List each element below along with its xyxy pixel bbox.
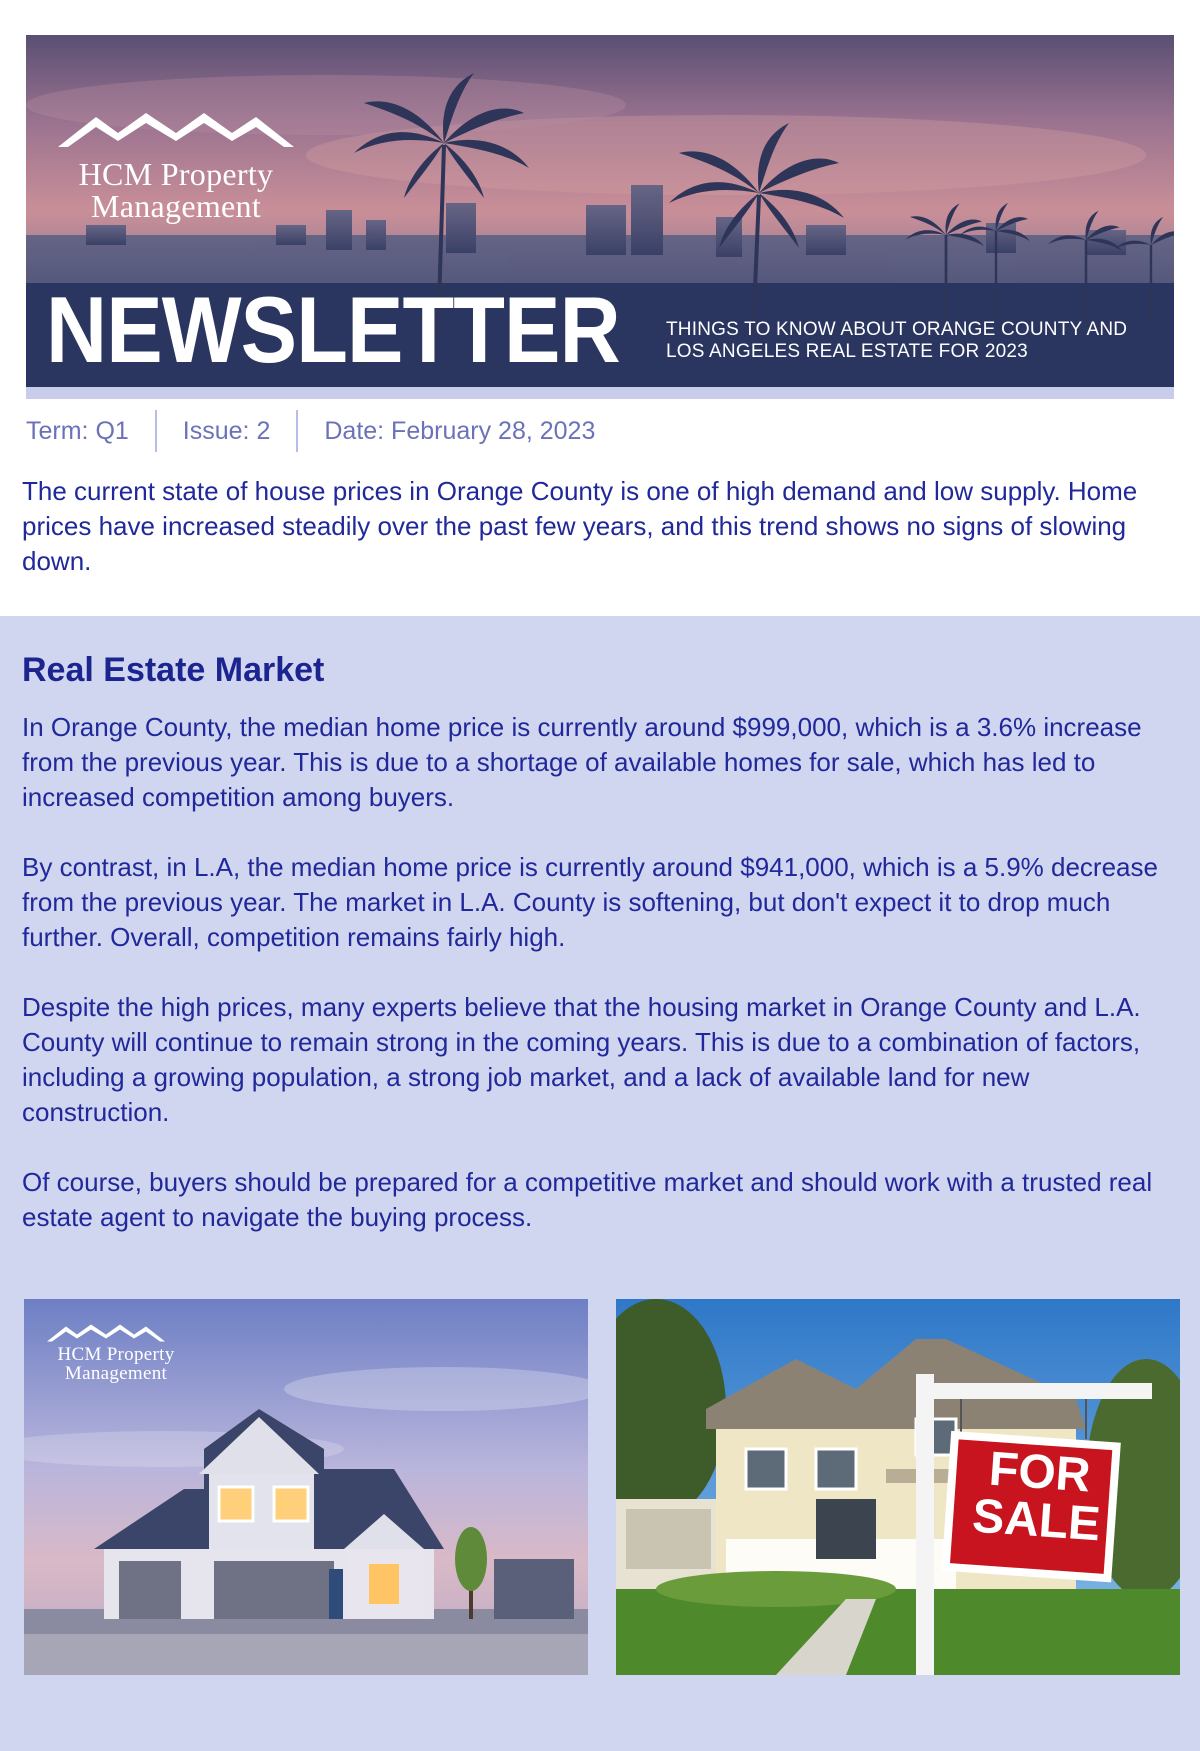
date-label: Date: February 28, 2023: [324, 416, 596, 445]
issue-meta-row: [26, 409, 595, 453]
newsletter-banner: [26, 35, 1174, 399]
meta-divider: [296, 410, 298, 452]
body-paragraph: In Orange County, the median home price is currently around $999,000, which is a 3.6% increase from the previous year. This is due to a shortage of available homes for sale, which has led to increased competition among buyers.: [22, 712, 1142, 812]
body-paragraph: Of course, buyers should be prepared for a competitive market and should work with a trusted real estate agent to navigate the buying process.: [22, 1167, 1153, 1232]
body-paragraph: Despite the high prices, many experts believe that the housing market in Orange County and L.A. County will continue to remain strong in the coming years. This is due to a combination of factors, including a growing population, a strong job market, and a lack of available land for new construction.: [22, 992, 1141, 1127]
sign-line2: SALE: [970, 1489, 1103, 1552]
section-title: Real Estate Market: [22, 651, 325, 689]
photo-brand-logo: [46, 1321, 186, 1383]
intro-paragraph: The current state of house prices in Orange County is one of high demand and low supply. Home prices have increased steadily over the past few years, and this trend shows no signs of slowing down.: [22, 476, 1138, 576]
brand-name-line2: Management: [90, 188, 262, 224]
for-sale-sign: [965, 1444, 1111, 1550]
brand-name-line2: Management: [64, 1363, 168, 1384]
brand-name-line1: HCM Property: [57, 1344, 175, 1365]
subtitle-line1: THINGS TO KNOW ABOUT ORANGE COUNTY AND: [666, 319, 1128, 340]
term-label: Term: Q1: [26, 416, 129, 445]
body-paragraph: By contrast, in L.A, the median home price is currently around $941,000, which is a 5.9% decrease from the previous year. The market in L.A. County is softening, but don't expect it to drop much further. Overall, competition remains fairly high.: [22, 852, 1158, 952]
meta-divider: [155, 410, 157, 452]
brand-logo: [56, 107, 296, 222]
issue-label: Issue: 2: [182, 416, 271, 445]
brand-name-line1: HCM Property: [78, 156, 274, 192]
page-title: NEWSLETTER: [46, 277, 620, 382]
for-sale-house-photo: [616, 1299, 1180, 1675]
subtitle-line2: LOS ANGELES REAL ESTATE FOR 2023: [666, 341, 1028, 362]
rooftops-logo-icon: [46, 1321, 166, 1345]
sign-line1: FOR: [987, 1442, 1093, 1503]
section-body: [22, 710, 1182, 1270]
page-subtitle: [666, 319, 1166, 363]
rooftops-logo-icon: [56, 107, 296, 153]
house-at-dusk-photo: [24, 1299, 588, 1675]
